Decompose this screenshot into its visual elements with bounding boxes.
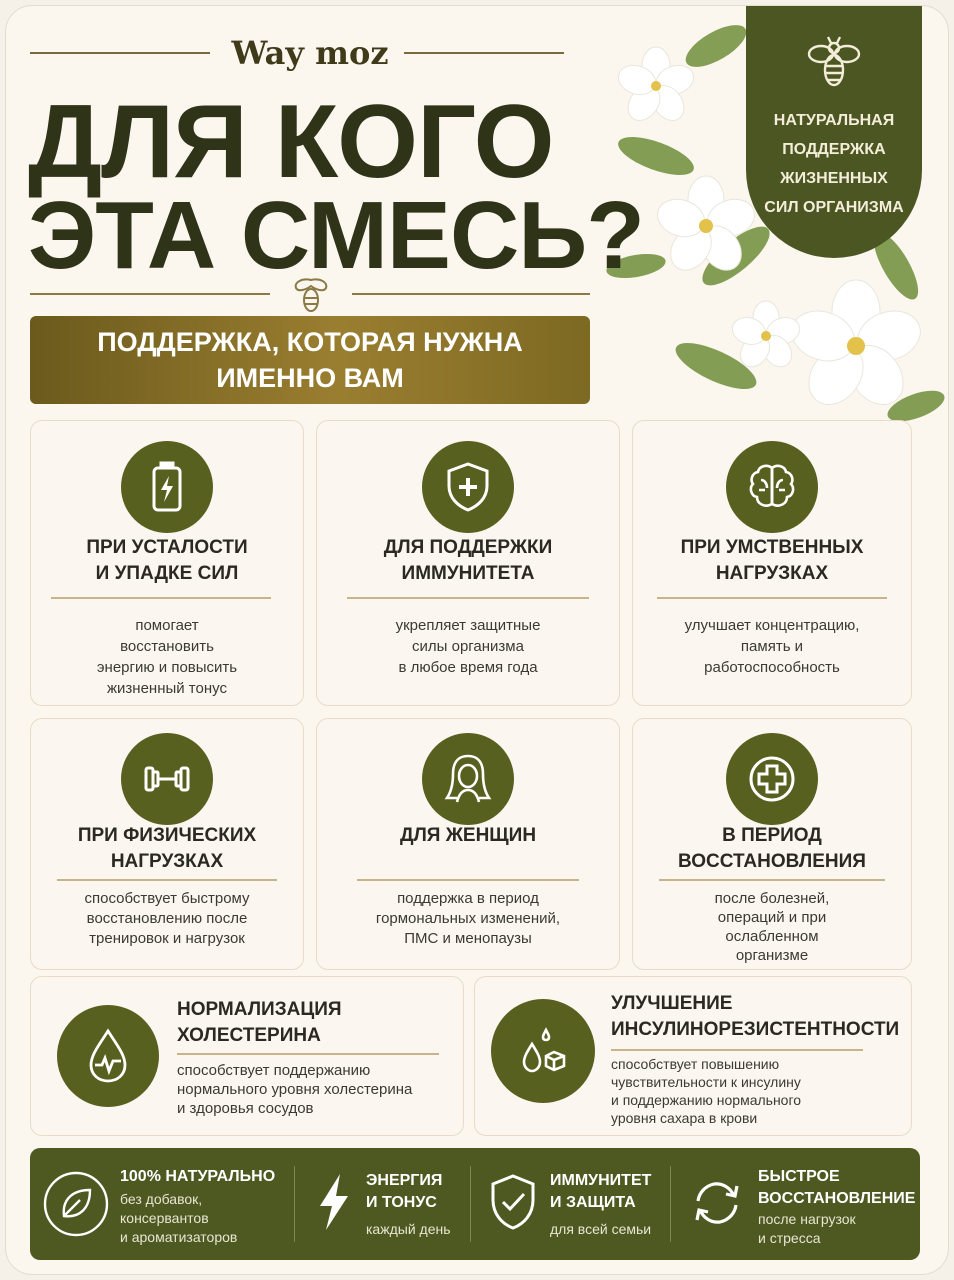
icon-circle xyxy=(491,999,595,1103)
card-text-line: память и xyxy=(740,638,804,655)
card-text xyxy=(317,889,619,949)
drops-sugar-icon xyxy=(512,1020,574,1082)
card-text-line: ослабленном xyxy=(725,928,819,945)
footer-item-immunity xyxy=(476,1148,666,1260)
card-separator xyxy=(611,1049,863,1051)
card-text xyxy=(31,889,303,949)
card-text-line: после болезней, xyxy=(714,890,830,907)
card-text-line: поддержка в период xyxy=(397,890,539,907)
footer-title: 100% НАТУРАЛЬНО xyxy=(120,1168,276,1185)
leaf-icon xyxy=(42,1170,110,1238)
badge-line: НАТУРАЛЬНАЯ xyxy=(773,112,895,129)
card-text-line: тренировок и нагрузок xyxy=(89,930,245,947)
card-title xyxy=(31,535,303,587)
bee-ornament-icon xyxy=(282,274,340,314)
card-text-line: и поддержанию нормального xyxy=(611,1092,802,1108)
card-text-line: помогает xyxy=(135,617,199,634)
shield-plus-icon xyxy=(437,456,499,518)
footer-separator xyxy=(294,1166,295,1242)
card-title-line: В ПЕРИОД xyxy=(722,825,822,846)
card-separator xyxy=(347,597,589,599)
brand-name: Way moz xyxy=(231,34,389,72)
drop-pulse-icon xyxy=(77,1025,139,1087)
poster xyxy=(6,6,948,1274)
card-text xyxy=(611,1055,801,1127)
badge-line: ЖИЗНЕННЫХ xyxy=(780,170,888,187)
brand-line-left xyxy=(30,52,210,54)
ornament-divider xyxy=(30,274,590,314)
card-title xyxy=(611,991,899,1043)
footer-text-line: консервантов xyxy=(120,1210,209,1226)
card-text-line: уровня сахара в крови xyxy=(611,1110,758,1126)
card-title xyxy=(31,823,303,875)
card-text-line: улучшает концентрацию, xyxy=(684,617,860,634)
card-title-line: ХОЛЕСТЕРИНА xyxy=(177,1025,321,1046)
natural-support-badge xyxy=(746,6,922,258)
card-text-line: организме xyxy=(735,947,809,964)
card-text xyxy=(633,615,911,678)
footer-item-recovery xyxy=(676,1148,920,1260)
card-title-line: УЛУЧШЕНИЕ xyxy=(611,993,733,1014)
card-text-line: нормального уровня холестерина xyxy=(177,1081,413,1098)
brand-line-right xyxy=(404,52,564,54)
card-physical xyxy=(30,718,304,970)
footer-title-line: БЫСТРОЕ xyxy=(758,1168,840,1185)
footer-text-line: каждый день xyxy=(366,1221,451,1237)
footer-text-line: для всей семьи xyxy=(550,1221,652,1237)
card-text-line: операций и при xyxy=(717,909,827,926)
card-title-line: ПРИ УСТАЛОСТИ xyxy=(86,537,248,558)
card-text-line: силы организма xyxy=(412,638,524,655)
card-text-line: гормональных изменений, xyxy=(375,910,561,927)
card-separator xyxy=(657,597,887,599)
icon-circle xyxy=(422,733,514,825)
card-text-line: ПМС и менопаузы xyxy=(404,930,532,947)
card-fatigue xyxy=(30,420,304,706)
icon-circle xyxy=(422,441,514,533)
card-title-line: И УПАДКЕ СИЛ xyxy=(95,563,239,584)
card-text-line: жизненный тонус xyxy=(107,680,227,697)
card-title-line: ВОССТАНОВЛЕНИЯ xyxy=(678,851,866,872)
support-banner xyxy=(30,316,590,404)
brain-icon xyxy=(741,456,803,518)
card-title xyxy=(177,997,342,1049)
card-separator xyxy=(177,1053,439,1055)
card-immunity xyxy=(316,420,620,706)
card-title-line: ИНСУЛИНОРЕЗИСТЕНТНОСТИ xyxy=(611,1019,900,1040)
icon-circle xyxy=(57,1005,159,1107)
footer-title-line: И ЗАЩИТА xyxy=(550,1194,636,1211)
card-title-line: ДЛЯ ЖЕНЩИН xyxy=(399,825,537,846)
medical-cross-icon xyxy=(741,748,803,810)
card-recovery xyxy=(632,718,912,970)
icon-circle xyxy=(726,441,818,533)
card-text-line: и здоровья сосудов xyxy=(177,1100,314,1117)
icon-circle xyxy=(726,733,818,825)
card-title-line: ПРИ ФИЗИЧЕСКИХ xyxy=(77,825,257,846)
card-mental xyxy=(632,420,912,706)
card-title xyxy=(633,535,911,587)
card-text-line: способствует быстрому xyxy=(84,890,250,907)
card-text-line: укрепляет защитные xyxy=(395,617,541,634)
card-insulin xyxy=(474,976,912,1136)
badge-line: СИЛ ОРГАНИЗМА xyxy=(764,199,904,216)
card-separator xyxy=(659,879,885,881)
footer-item-energy xyxy=(300,1148,470,1260)
footer-text xyxy=(120,1190,237,1247)
footer-title-line: ВОССТАНОВЛЕНИЕ xyxy=(758,1190,916,1207)
card-cholesterol xyxy=(30,976,464,1136)
page-title-line2: ЭТА СМЕСЬ? xyxy=(28,182,644,289)
footer-title xyxy=(366,1170,442,1214)
card-text-line: способствует повышению xyxy=(611,1056,780,1072)
icon-circle xyxy=(121,441,213,533)
badge-line: ПОДДЕРЖКА xyxy=(782,141,886,158)
card-text-line: работоспособность xyxy=(704,659,840,676)
card-title-line: ПРИ УМСТВЕННЫХ xyxy=(680,537,864,558)
brand-row xyxy=(30,28,570,78)
footer-title-line: ИММУНИТЕТ xyxy=(550,1172,652,1189)
footer-item-natural xyxy=(30,1148,290,1260)
card-text-line: в любое время года xyxy=(398,659,538,676)
footer-text-line: и стресса xyxy=(758,1230,821,1246)
footer-title xyxy=(758,1166,915,1210)
card-text-line: энергию и повысить xyxy=(96,659,238,676)
card-text-line: восстановлению после xyxy=(86,910,248,927)
woman-icon xyxy=(437,748,499,810)
footer-separator xyxy=(670,1166,671,1242)
benefits-footer xyxy=(30,1148,920,1260)
card-title xyxy=(317,823,619,849)
lightning-icon xyxy=(314,1172,354,1232)
card-text xyxy=(633,889,911,965)
dumbbell-icon xyxy=(136,748,198,810)
card-title-line: ДЛЯ ПОДДЕРЖКИ xyxy=(383,537,553,558)
card-title-line: НАГРУЗКАХ xyxy=(715,563,829,584)
card-separator xyxy=(57,879,277,881)
footer-text-line: после нагрузок xyxy=(758,1211,856,1227)
card-title xyxy=(317,535,619,587)
card-text-line: чувствительности к инсулину xyxy=(611,1074,801,1090)
card-text-line: восстановить xyxy=(120,638,214,655)
footer-title-line: И ТОНУС xyxy=(366,1194,437,1211)
footer-separator xyxy=(470,1166,471,1242)
card-separator xyxy=(51,597,271,599)
divider-line-left xyxy=(30,293,270,295)
card-title xyxy=(633,823,911,875)
page-title-line1: ДЛЯ КОГО xyxy=(28,84,554,200)
shield-check-icon xyxy=(488,1172,538,1232)
card-separator xyxy=(357,879,579,881)
refresh-icon xyxy=(688,1174,746,1232)
card-title-line: ИММУНИТЕТА xyxy=(401,563,535,584)
footer-text xyxy=(550,1220,651,1239)
bee-icon xyxy=(804,32,864,92)
card-text-line: способствует поддержанию xyxy=(177,1062,371,1079)
footer-title-line: ЭНЕРГИЯ xyxy=(366,1172,443,1189)
footer-title xyxy=(550,1170,651,1214)
card-text xyxy=(317,615,619,678)
icon-circle xyxy=(121,733,213,825)
footer-text-line: и ароматизаторов xyxy=(120,1229,238,1245)
card-title-line: НОРМАЛИЗАЦИЯ xyxy=(177,999,342,1020)
footer-text xyxy=(366,1220,451,1239)
footer-text-line: без добавок, xyxy=(120,1191,203,1207)
card-text xyxy=(177,1061,412,1118)
divider-line-right xyxy=(352,293,590,295)
card-title-line: НАГРУЗКАХ xyxy=(110,851,224,872)
card-women xyxy=(316,718,620,970)
banner-line1: ПОДДЕРЖКА, КОТОРАЯ НУЖНА xyxy=(97,327,523,357)
card-text xyxy=(31,615,303,699)
footer-text xyxy=(758,1210,856,1248)
banner-line2: ИМЕННО ВАМ xyxy=(216,363,404,393)
battery-icon xyxy=(136,456,198,518)
